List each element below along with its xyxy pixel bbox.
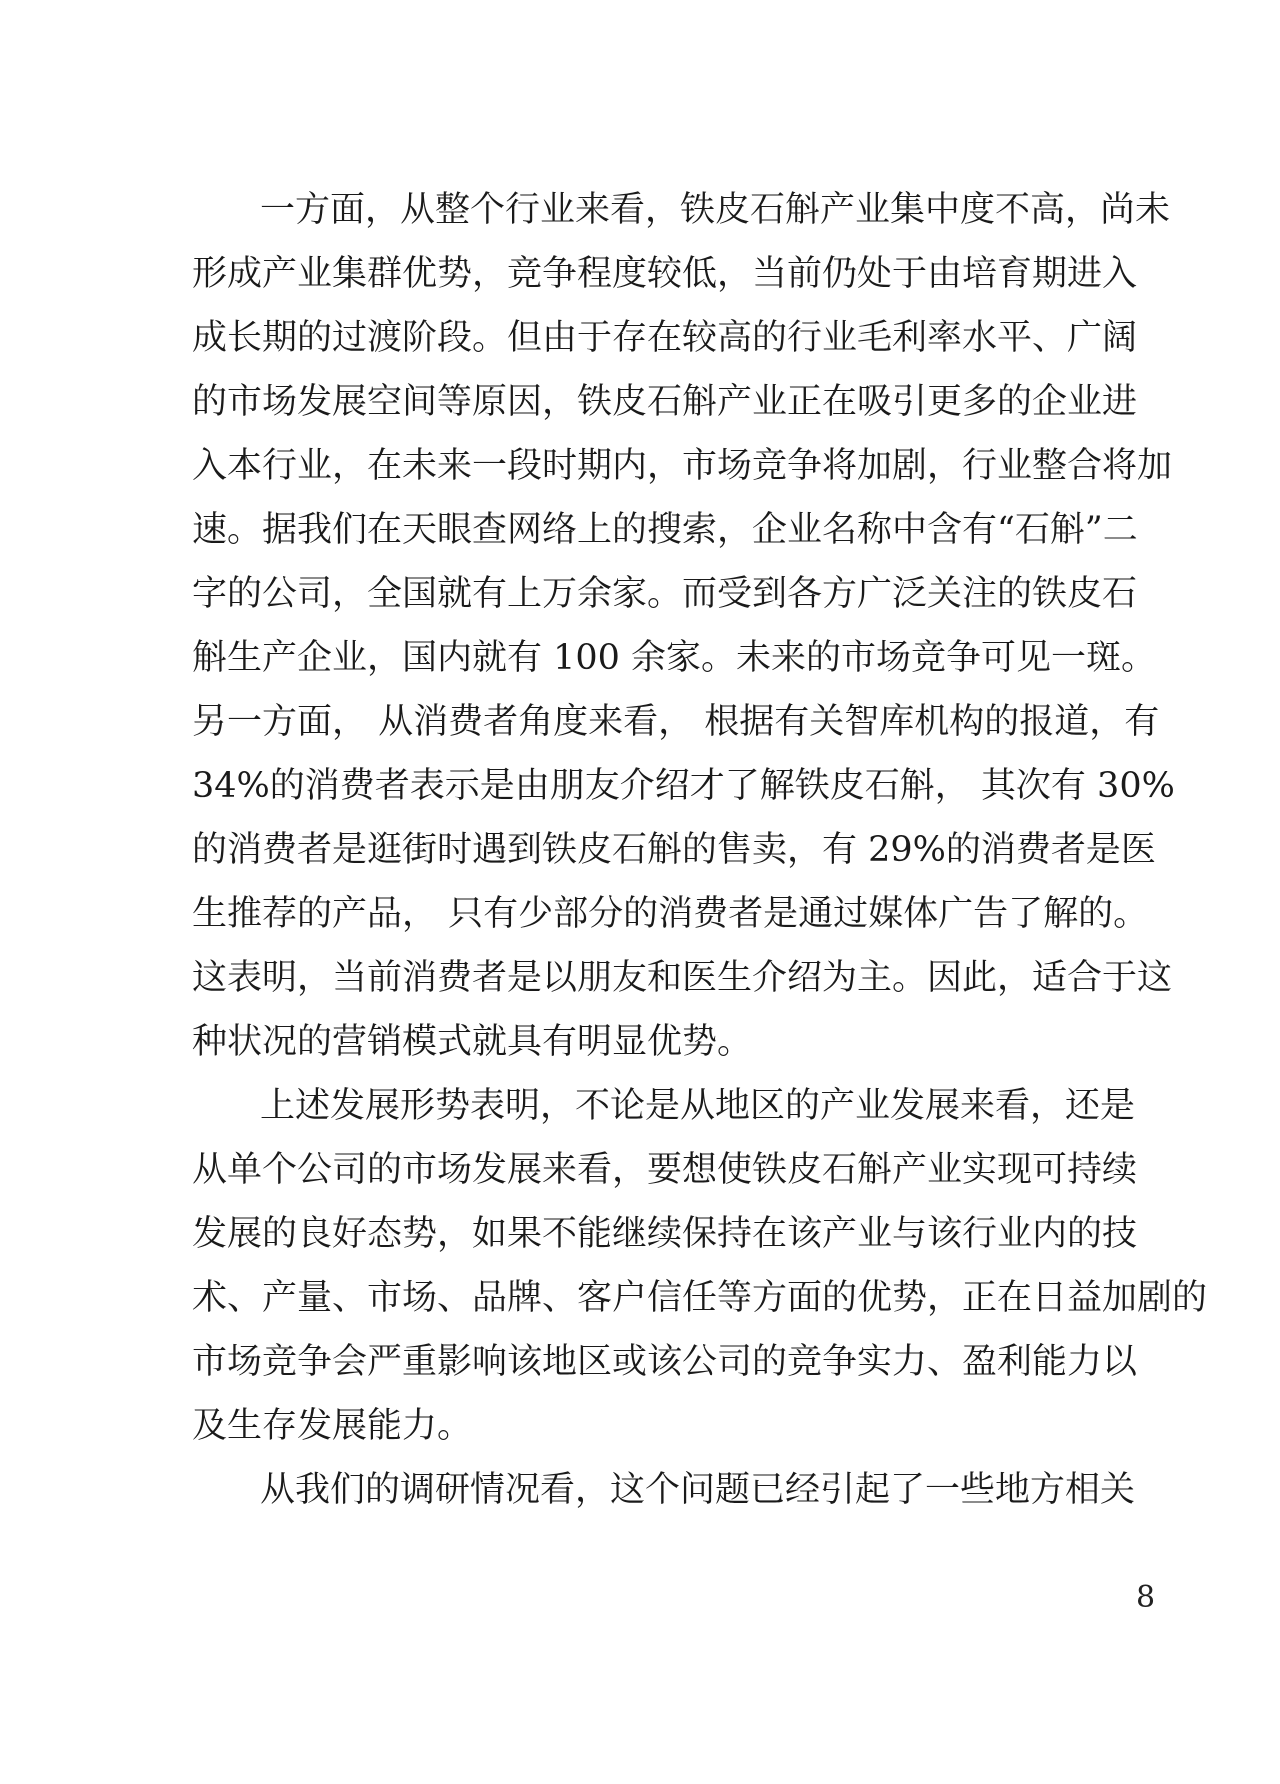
text-line: 一方面，从整个行业来看，铁皮石斛产业集中度不高，尚未 [260,190,1171,230]
text-line: 生推荐的产品， 只有少部分的消费者是通过媒体广告了解的。 [192,894,1149,934]
text-line: 成长期的过渡阶段。但由于存在较高的行业毛利率水平、广阔 [192,318,1138,358]
text-line: 入本行业，在未来一段时期内，市场竞争将加剧，行业整合将加 [192,446,1173,486]
text-line: 术、产量、市场、品牌、客户信任等方面的优势，正在日益加剧的 [192,1278,1208,1318]
text-line: 发展的良好态势，如果不能继续保持在该产业与该行业内的技 [192,1214,1138,1254]
text-line: 从单个公司的市场发展来看，要想使铁皮石斛产业实现可持续 [192,1150,1138,1190]
text-line: 从我们的调研情况看，这个问题已经引起了一些地方相关 [260,1470,1136,1510]
text-line: 的市场发展空间等原因，铁皮石斛产业正在吸引更多的企业进 [192,382,1138,422]
text-line: 的消费者是逛街时遇到铁皮石斛的售卖，有 29%的消费者是医 [192,830,1156,870]
text-line: 及生存发展能力。 [192,1406,473,1446]
text-line: 另一方面， 从消费者角度来看， 根据有关智库机构的报道，有 [192,702,1160,742]
text-line: 形成产业集群优势，竞争程度较低，当前仍处于由培育期进入 [192,254,1138,294]
text-line: 速。据我们在天眼查网络上的搜索，企业名称中含有“石斛”二 [192,510,1138,550]
text-line: 34%的消费者表示是由朋友介绍才了解铁皮石斛， 其次有 30% [192,766,1175,806]
text-line: 字的公司，全国就有上万余家。而受到各方广泛关注的铁皮石 [192,574,1138,614]
page-number: 8 [1136,1580,1156,1615]
text-line: 市场竞争会严重影响该地区或该公司的竞争实力、盈利能力以 [192,1342,1138,1382]
text-line: 斛生产企业，国内就有 100 余家。未来的市场竞争可见一斑。 [192,638,1157,678]
body-text [192,178,1208,1522]
text-line: 上述发展形势表明，不论是从地区的产业发展来看，还是 [260,1086,1136,1126]
text-line: 这表明，当前消费者是以朋友和医生介绍为主。因此，适合于这 [192,958,1173,998]
text-line: 种状况的营销模式就具有明显优势。 [192,1022,753,1062]
